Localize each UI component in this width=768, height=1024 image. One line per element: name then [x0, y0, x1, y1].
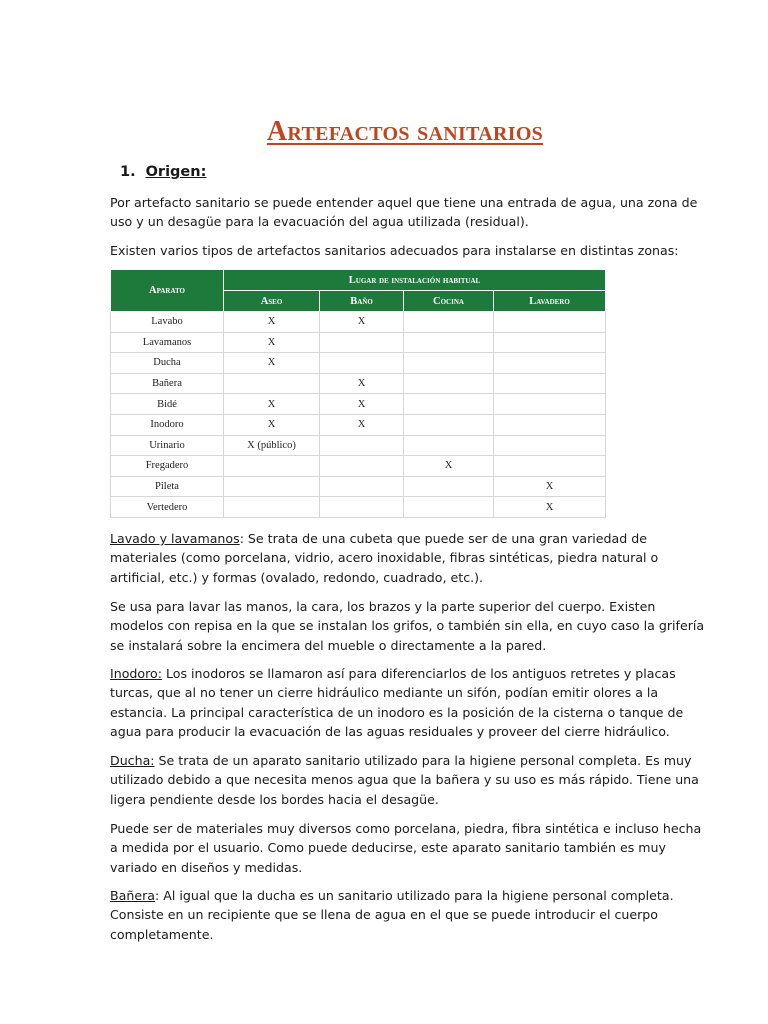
paragraph-definition: Por artefacto sanitario se puede entender aquel que tiene una entrada de agua, una zona de uso y un desagüe para la evacuación del agua utilizada (residual).: [110, 195, 698, 230]
column-header-aseo: Aseo: [224, 291, 320, 312]
label-ducha: Ducha:: [110, 753, 155, 768]
row-aparato-name: Vertedero: [111, 497, 224, 518]
table-row: [111, 332, 606, 353]
table-cell: X: [404, 456, 494, 477]
table-cell: [320, 497, 404, 518]
row-aparato-name: Pileta: [111, 476, 224, 497]
table-cell: X: [224, 332, 320, 353]
table-cell: X: [320, 394, 404, 415]
table-cell: X: [320, 414, 404, 435]
table-cell: [404, 394, 494, 415]
table-header-lugar: Lugar de instalación habitual: [224, 270, 606, 291]
table-row: [111, 476, 606, 497]
table-cell: [224, 373, 320, 394]
table-cell: X: [494, 497, 606, 518]
table-cell: [494, 394, 606, 415]
row-aparato-name: Bidé: [111, 394, 224, 415]
table-cell: [320, 476, 404, 497]
table-cell: X: [494, 476, 606, 497]
paragraph-materiales: Puede ser de materiales muy diversos como porcelana, piedra, fibra sintética e incluso hecha a medida por el usuario. Como puede deducirse, este aparato sanitario también es muy variado en diseños y medidas.: [110, 821, 702, 875]
text-lavado: : Se trata de una cubeta que puede ser de una gran variedad de materiales (como porcelana, vidrio, acero inoxidable, fibras sintéticas, piedra natural o artificial, etc.) y formas (ovalado, redondo, cuadrado, etc.).: [110, 531, 659, 585]
table-cell: [494, 373, 606, 394]
table-cell: [224, 456, 320, 477]
row-aparato-name: Fregadero: [111, 456, 224, 477]
table-row: [111, 312, 606, 333]
table-cell: [320, 435, 404, 456]
table-body: [111, 312, 606, 518]
table-row: [111, 353, 606, 374]
table-cell: X: [224, 353, 320, 374]
label-inodoro: Inodoro:: [110, 666, 162, 681]
table-cell: [494, 353, 606, 374]
text-ducha: Se trata de un aparato sanitario utilizado para la higiene personal completa. Es muy utilizado debido a que necesita menos agua que la bañera y su uso es más rápido. Tiene una ligera pendiente desde los bordes hacia el desagüe.: [110, 753, 699, 807]
row-aparato-name: Urinario: [111, 435, 224, 456]
table-row: [111, 435, 606, 456]
table-cell: X: [224, 312, 320, 333]
paragraph-ducha: [110, 751, 710, 809]
table-cell: [404, 435, 494, 456]
column-header-cocina: Cocina: [404, 291, 494, 312]
table-cell: X: [224, 394, 320, 415]
row-aparato-name: Lavamanos: [111, 332, 224, 353]
table-cell: [320, 456, 404, 477]
table-cell: X: [224, 414, 320, 435]
table-cell: X (público): [224, 435, 320, 456]
table-cell: [320, 332, 404, 353]
paragraph-lavado: [110, 529, 710, 587]
table-cell: [404, 332, 494, 353]
section-title: Origen:: [145, 164, 207, 180]
table-row: [111, 373, 606, 394]
row-aparato-name: Bañera: [111, 373, 224, 394]
text-inodoro: Los inodoros se llamaron así para diferenciarlos de los antiguos retretes y placas turcas, que al no tener un cierre hidráulico mediante un sifón, podían emitir olores a la estancia. La principal característica de un inodoro es la posición de la cisterna o tanque de agua para producir la evacuación de las aguas residuales y proveer del cierre hidráulico.: [110, 666, 684, 739]
table-cell: [404, 414, 494, 435]
row-aparato-name: Ducha: [111, 353, 224, 374]
table-cell: [404, 353, 494, 374]
table-cell: [320, 353, 404, 374]
table-cell: X: [320, 373, 404, 394]
paragraph-banera: [110, 886, 710, 944]
table-header-aparato: Aparato: [111, 270, 224, 312]
paragraph-inodoro: [110, 664, 710, 741]
paragraph-uso: Se usa para lavar las manos, la cara, los brazos y la parte superior del cuerpo. Existen modelos con repisa en la que se instalan los grifos, o también sin ella, en cuyo caso la grifería se instalará sobre la encimera del mueble o directamente a la pared.: [110, 599, 705, 653]
page-title: Artefactos sanitarios: [266, 116, 544, 147]
table-cell: [224, 497, 320, 518]
table-cell: [494, 456, 606, 477]
table-cell: [494, 435, 606, 456]
installation-table: [110, 269, 606, 518]
table-cell: [404, 476, 494, 497]
table-row: [111, 456, 606, 477]
paragraph-intro-table: Existen varios tipos de artefactos sanitarios adecuados para instalarse en distintas zonas:: [110, 243, 679, 258]
column-header-lavadero: Lavadero: [494, 291, 606, 312]
section-number: 1.: [120, 164, 136, 180]
table-cell: [404, 312, 494, 333]
row-aparato-name: Lavabo: [111, 312, 224, 333]
column-header-bano: Baño: [320, 291, 404, 312]
table-cell: [404, 497, 494, 518]
label-lavado: Lavado y lavamanos: [110, 531, 240, 546]
text-banera: : Al igual que la ducha es un sanitario utilizado para la higiene personal completa. Consiste en un recipiente que se llena de agua en el que se puede introducir el cuerpo completamente.: [110, 888, 674, 942]
table-cell: [224, 476, 320, 497]
table-row: [111, 414, 606, 435]
table-cell: [494, 312, 606, 333]
table-cell: [404, 373, 494, 394]
table-cell: [494, 332, 606, 353]
row-aparato-name: Inodoro: [111, 414, 224, 435]
table-cell: X: [320, 312, 404, 333]
table-row: [111, 394, 606, 415]
section-heading: [120, 164, 206, 180]
table-row: [111, 497, 606, 518]
table-cell: [494, 414, 606, 435]
label-banera: Bañera: [110, 888, 155, 903]
